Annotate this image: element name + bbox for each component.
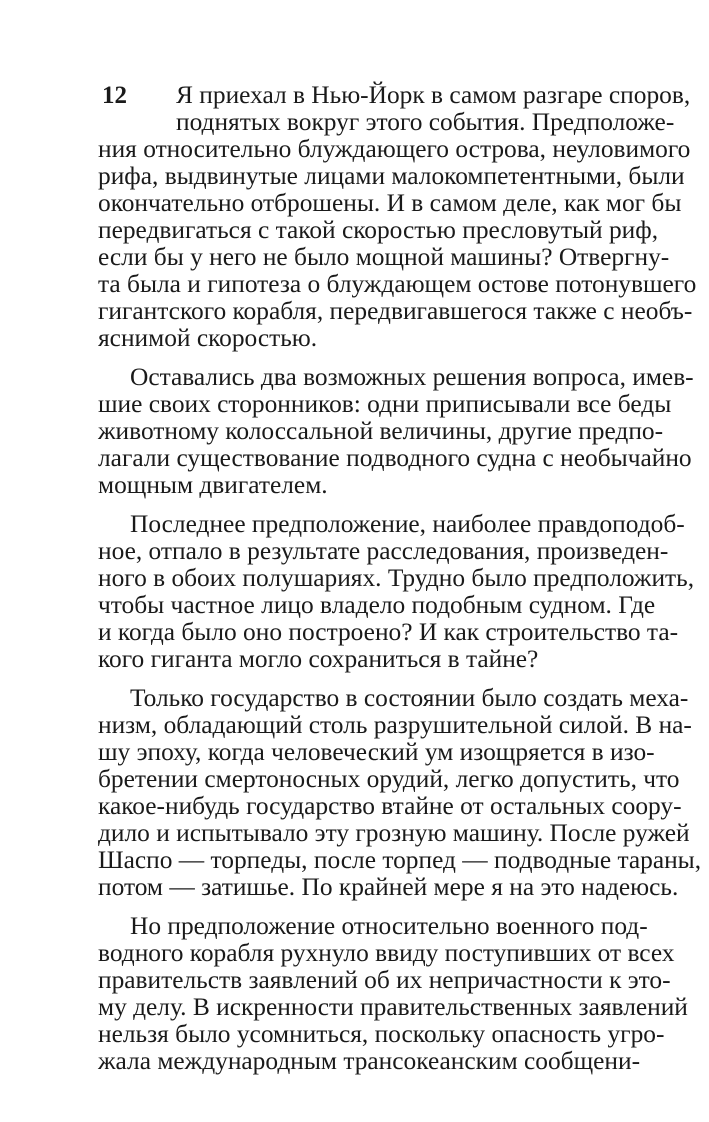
text-line: та была и гипотеза о блуждающем остове потонувшего [98, 270, 697, 298]
text-line: гигантского корабля, передвигавшегося также с необъ- [98, 297, 693, 325]
text-line: Но предположение относительно военного под- [130, 912, 648, 940]
text-line: окончательно отброшены. И в самом деле, как мог бы [98, 189, 682, 217]
text-line: рифа, выдвинутые лицами малокомпетентными, были [98, 162, 685, 190]
page-number: 12 [102, 82, 127, 109]
text-line: потом — затишье. По крайней мере я на это надеюсь. [98, 873, 679, 901]
text-line: Только государство в состоянии было создать меха- [130, 684, 689, 712]
text-line: бретении смертоносных орудий, легко допустить, что [98, 765, 680, 793]
text-line: яснимой скоростью. [98, 324, 318, 352]
text-line: ное, отпало в результате расследования, произведен- [98, 537, 669, 565]
text-line: животному колоссальной величины, другие предпо- [98, 417, 664, 445]
text-line: дило и испытывало эту грозную машину. После ружей [98, 819, 690, 847]
text-line: водного корабля рухнуло ввиду поступивших от всех [98, 939, 675, 967]
text-line: шие своих сторонников: одни приписывали все беды [98, 390, 672, 418]
text-line: му делу. В искренности правительственных заявлений [98, 993, 688, 1021]
text-line: шу эпоху, когда человеческий ум изощряется в изо- [98, 738, 655, 766]
text-line: ния относительно блуждающего острова, неуловимого [98, 135, 691, 163]
body-text [98, 81, 702, 1075]
text-line: ного в обоих полушариях. Трудно было предположить, [98, 564, 695, 592]
text-line: правительств заявлений об их непричастности к это- [98, 966, 671, 994]
text-line: мощным двигателем. [98, 471, 328, 499]
text-line: какое-нибудь государство втайне от остальных соору- [98, 792, 682, 820]
text-line: передвигаться с такой скоростью пресловутый риф, [98, 216, 659, 244]
text-line: Шаспо — торпеды, после торпед — подводные тараны, [98, 846, 702, 874]
text-line: Последнее предположение, наиболее правдоподоб- [130, 510, 685, 538]
text-line: лагали существование подводного судна с необычайно [98, 444, 692, 472]
text-line: чтобы частное лицо владело подобным судном. Где [98, 591, 656, 619]
text-line: нельзя было усомниться, поскольку опасность угро- [98, 1020, 665, 1048]
text-line: Я приехал в Нью-Йорк в самом разгаре споров, [176, 81, 691, 109]
text-line: если бы у него не было мощной машины? Отвергну- [98, 243, 670, 271]
text-line: поднятых вокруг этого события. Предположе- [176, 108, 675, 136]
text-line: кого гиганта могло сохраниться в тайне? [98, 645, 539, 673]
text-line: и когда было оно построено? И как строительство та- [98, 618, 679, 646]
text-line: жала международным трансокеанским сообщени- [98, 1047, 641, 1075]
text-line: низм, обладающий столь разрушительной силой. В на- [98, 711, 692, 739]
text-line: Оставались два возможных решения вопроса, имев- [130, 363, 694, 391]
